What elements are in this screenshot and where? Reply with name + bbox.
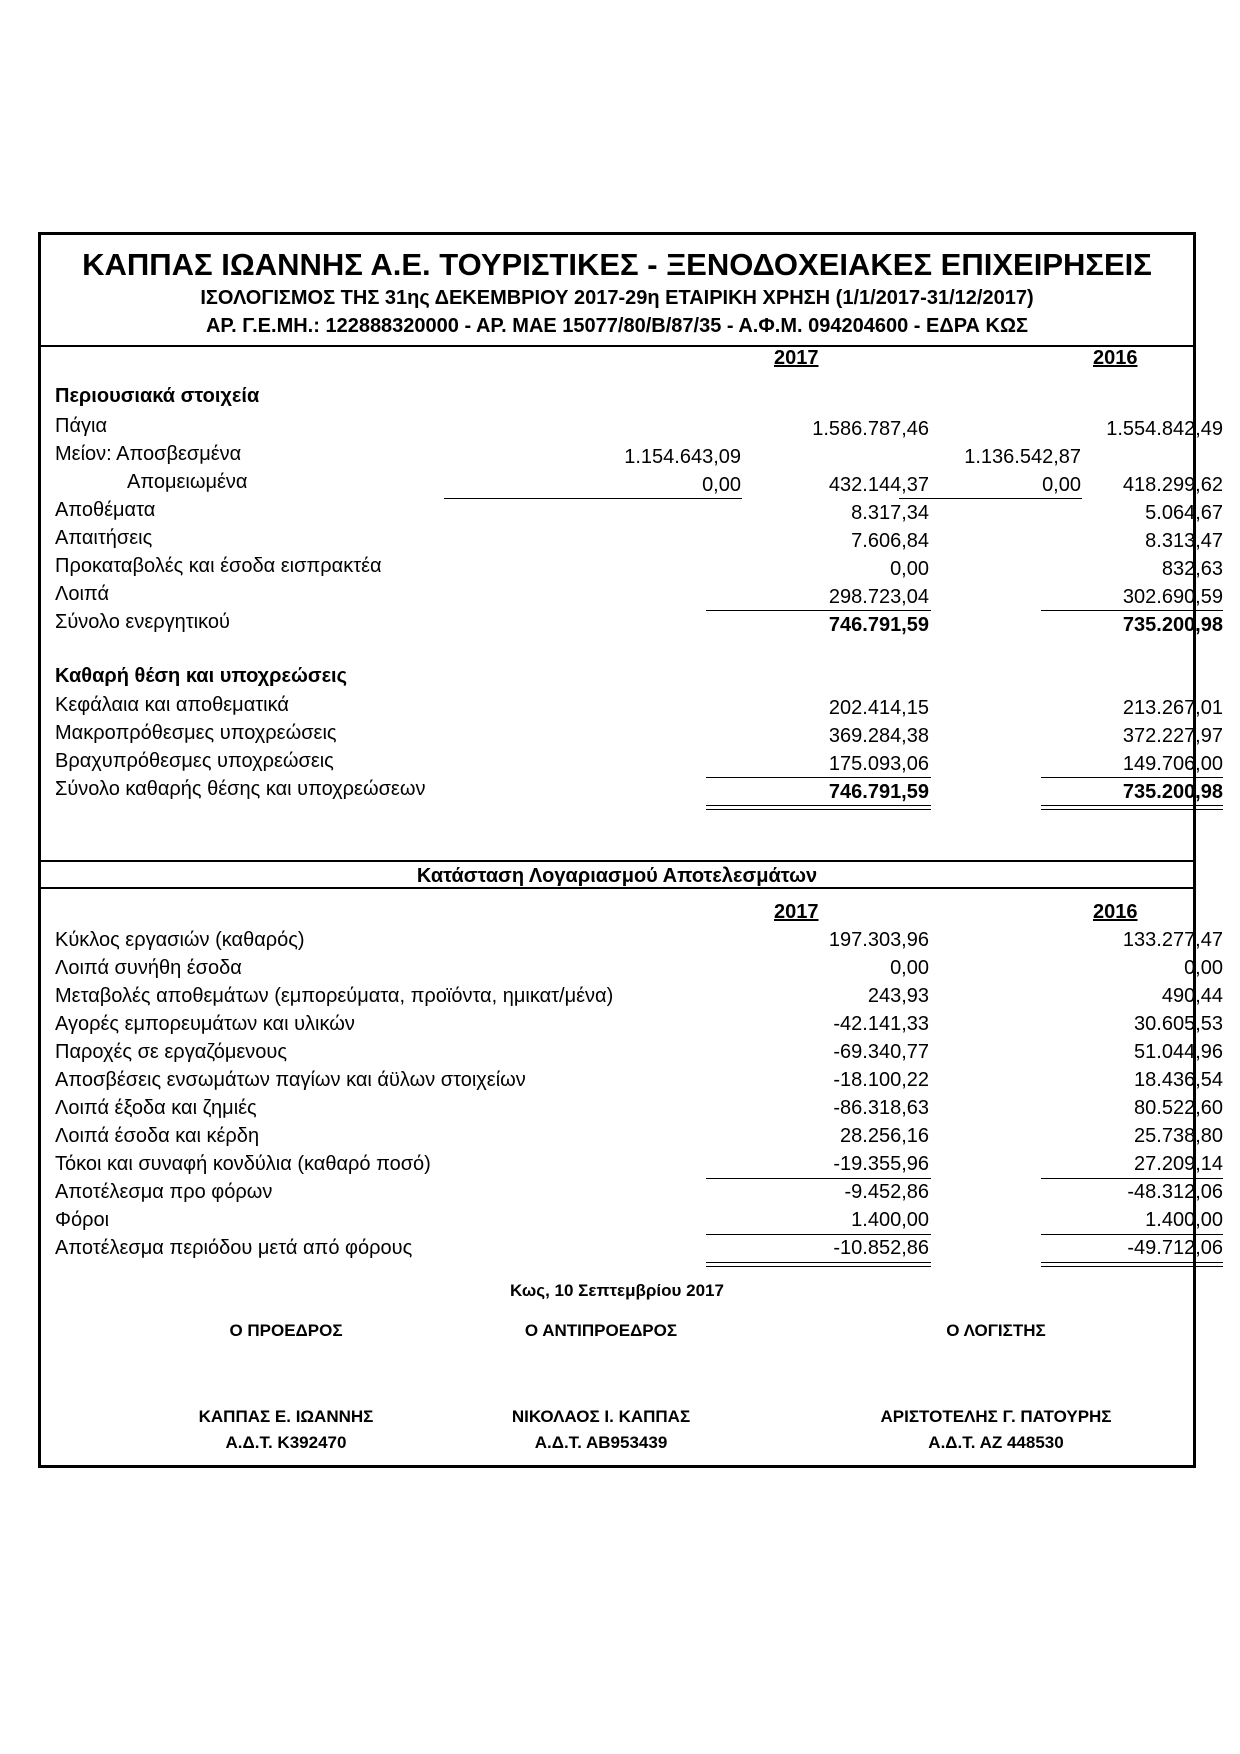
impaired-prior-sub: 0,00 [1042,474,1081,496]
income-row-current: -18.100,22 [833,1069,929,1091]
short-term-label: Βραχυπρόθεσμες υποχρεώσεις [55,750,334,772]
income-heading: Κατάσταση Λογαριασμού Αποτελεσμάτων [416,865,818,887]
receivables-label: Απαιτήσεις [55,527,153,549]
vice-president-title: Ο ΑΝΤΙΠΡΟΕΔΡΟΣ [524,1321,678,1340]
inventory-prior: 5.064,67 [1145,502,1223,524]
impaired-current-sub: 0,00 [702,474,741,496]
net-rule-prior [1041,1234,1223,1235]
total-liab-double-rule-prior [1041,805,1223,810]
balance-year-prior: 2016 [1093,347,1138,369]
fixed-assets-prior: 1.554.842,49 [1106,418,1223,440]
total-assets-label: Σύνολο ενεργητικού [55,611,230,633]
long-term-label: Μακροπρόθεσμες υποχρεώσεις [55,722,337,744]
accountant-title: Ο ΛΟΓΙΣΤΗΣ [946,1321,1046,1340]
income-row-current: 0,00 [890,957,929,979]
total-assets-current: 746.791,59 [828,614,929,636]
income-divider-top [41,860,1193,862]
company-title: ΚΑΠΠΑΣ ΙΩΑΝΝΗΣ Α.Ε. ΤΟΥΡΙΣΤΙΚΕΣ - ΞΕΝΟΔΟΧΕΙΑΚΕΣ ΕΠΙΧΕΙΡΗΣΕΙΣ [82,247,1152,282]
income-row-current: -69.340,77 [833,1041,929,1063]
income-row-current: -9.452,86 [844,1181,929,1203]
impaired-current: 432.144,37 [828,474,929,496]
vice-president-id: Α.Δ.Τ. ΑΒ953439 [534,1433,668,1452]
income-row-prior: 133.277,47 [1122,929,1223,951]
pretax-rule-current [706,1178,931,1179]
income-row-prior: -48.312,06 [1127,1181,1223,1203]
net-double-rule-prior [1041,1262,1223,1267]
receivables-current: 7.606,84 [851,530,929,552]
long-term-current: 369.284,38 [828,725,929,747]
income-row-label: Λοιπά συνήθη έσοδα [55,957,242,979]
total-assets-rule-current [706,610,931,611]
income-row-prior: 25.738,80 [1134,1125,1223,1147]
other-assets-prior: 302.690,59 [1122,586,1223,608]
income-row-prior: 1.400,00 [1145,1209,1223,1231]
equity-prior: 213.267,01 [1122,697,1223,719]
income-row-label: Κύκλος εργασιών (καθαρός) [55,929,305,951]
income-divider-bottom [41,887,1193,889]
fixed-assets-current: 1.586.787,46 [812,418,929,440]
short-term-prior: 149.706,00 [1122,753,1223,775]
depreciated-label: Μείον: Αποσβεσμένα [55,443,242,465]
income-row-label: Λοιπά έξοδα και ζημιές [55,1097,257,1119]
place-date: Κως, 10 Σεπτεμβρίου 2017 [510,1281,724,1300]
income-year-current: 2017 [774,901,819,923]
income-row-current: 1.400,00 [851,1209,929,1231]
prepayments-label: Προκαταβολές και έσοδα εισπρακτέα [55,555,382,577]
total-liabilities-current: 746.791,59 [828,781,929,803]
prepayments-prior: 832,63 [1161,558,1223,580]
inventory-label: Αποθέματα [55,499,156,521]
income-row-label: Αγορές εμπορευμάτων και υλικών [55,1013,355,1035]
total-liab-double-rule-current [706,805,931,810]
net-rule-current [706,1234,931,1235]
total-liabilities-prior: 735.200,98 [1122,781,1223,803]
president-name: ΚΑΠΠΑΣ Ε. ΙΩΑΝΝΗΣ [198,1407,374,1426]
president-title: Ο ΠΡΟΕΔΡΟΣ [229,1321,343,1340]
income-row-label: Παροχές σε εργαζόμενους [55,1041,287,1063]
total-liab-rule-current [706,777,931,778]
impaired-label: Απομειωμένα [127,471,248,493]
vice-president-name: ΝΙΚΟΛΑΟΣ Ι. ΚΑΠΠΑΣ [511,1407,691,1426]
short-term-current: 175.093,06 [828,753,929,775]
depreciated-current-sub: 1.154.643,09 [624,446,741,468]
total-assets-prior: 735.200,98 [1122,614,1223,636]
income-row-current: -42.141,33 [833,1013,929,1035]
registry-line: ΑΡ. Γ.Ε.ΜΗ.: 122888320000 - ΑΡ. ΜΑΕ 15077/80/Β/87/35 - Α.Φ.Μ. 094204600 - ΕΔΡΑ ΚΩΣ [205,315,1029,337]
income-row-label: Μεταβολές αποθεμάτων (εμπορεύματα, προϊόντα, ημικατ/μένα) [55,985,614,1007]
statement-subtitle: ΙΣΟΛΟΓΙΣΜΟΣ ΤΗΣ 31ης ΔΕΚΕΜΒΡΙΟΥ 2017-29η ΕΤΑΙΡΙΚΗ ΧΡΗΣΗ (1/1/2017-31/12/2017) [200,287,1034,309]
equity-current: 202.414,15 [828,697,929,719]
income-row-prior: 80.522,60 [1134,1097,1223,1119]
income-row-current: -10.852,86 [833,1237,929,1259]
liabilities-heading: Καθαρή θέση και υποχρεώσεις [55,665,348,687]
accountant-name: ΑΡΙΣΤΟΤΕΛΗΣ Γ. ΠΑΤΟΥΡΗΣ [880,1407,1112,1426]
impaired-prior: 418.299,62 [1122,474,1223,496]
income-row-label: Φόροι [55,1209,110,1231]
income-row-prior: 27.209,14 [1134,1153,1223,1175]
income-row-label: Αποτέλεσμα περιόδου μετά από φόρους [55,1237,413,1259]
equity-label: Κεφάλαια και αποθεματικά [55,694,289,716]
income-row-current: 243,93 [867,985,929,1007]
income-row-current: -19.355,96 [833,1153,929,1175]
accountant-id: Α.Δ.Τ. ΑΖ 448530 [928,1433,1064,1452]
total-liab-rule-prior [1041,777,1223,778]
income-row-prior: 0,00 [1184,957,1223,979]
income-row-label: Αποσβέσεις ενσωμάτων παγίων και άϋλων στοιχείων [55,1069,526,1091]
income-row-prior: -49.712,06 [1127,1237,1223,1259]
income-row-prior: 490,44 [1161,985,1223,1007]
income-row-label: Τόκοι και συναφή κονδύλια (καθαρό ποσό) [55,1153,431,1175]
statement-frame [38,232,1223,1468]
president-id: Α.Δ.Τ. Κ392470 [225,1433,347,1452]
prepayments-current: 0,00 [890,558,929,580]
subtotal-rule-current [444,498,742,499]
income-row-current: -86.318,63 [833,1097,929,1119]
income-row-current: 28.256,16 [840,1125,929,1147]
assets-heading: Περιουσιακά στοιχεία [55,385,260,407]
income-row-prior: 51.044,96 [1134,1041,1223,1063]
fixed-assets-label: Πάγια [55,415,108,437]
total-liabilities-label: Σύνολο καθαρής θέσης και υποχρεώσεων [55,778,426,800]
income-row-label: Λοιπά έσοδα και κέρδη [55,1125,260,1147]
balance-year-current: 2017 [774,347,819,369]
inventory-current: 8.317,34 [851,502,929,524]
other-assets-current: 298.723,04 [828,586,929,608]
income-row-current: 197.303,96 [828,929,929,951]
other-assets-label: Λοιπά [55,583,110,605]
income-year-prior: 2016 [1093,901,1138,923]
pretax-rule-prior [1041,1178,1223,1179]
net-double-rule-current [706,1262,931,1267]
subtotal-rule-prior [899,498,1082,499]
long-term-prior: 372.227,97 [1122,725,1223,747]
income-row-prior: 30.605,53 [1134,1013,1223,1035]
income-row-prior: 18.436,54 [1134,1069,1223,1091]
income-row-label: Αποτέλεσμα προ φόρων [55,1181,273,1203]
header-divider [41,345,1193,347]
total-assets-rule-prior [1041,610,1223,611]
depreciated-prior-sub: 1.136.542,87 [964,446,1081,468]
receivables-prior: 8.313,47 [1145,530,1223,552]
